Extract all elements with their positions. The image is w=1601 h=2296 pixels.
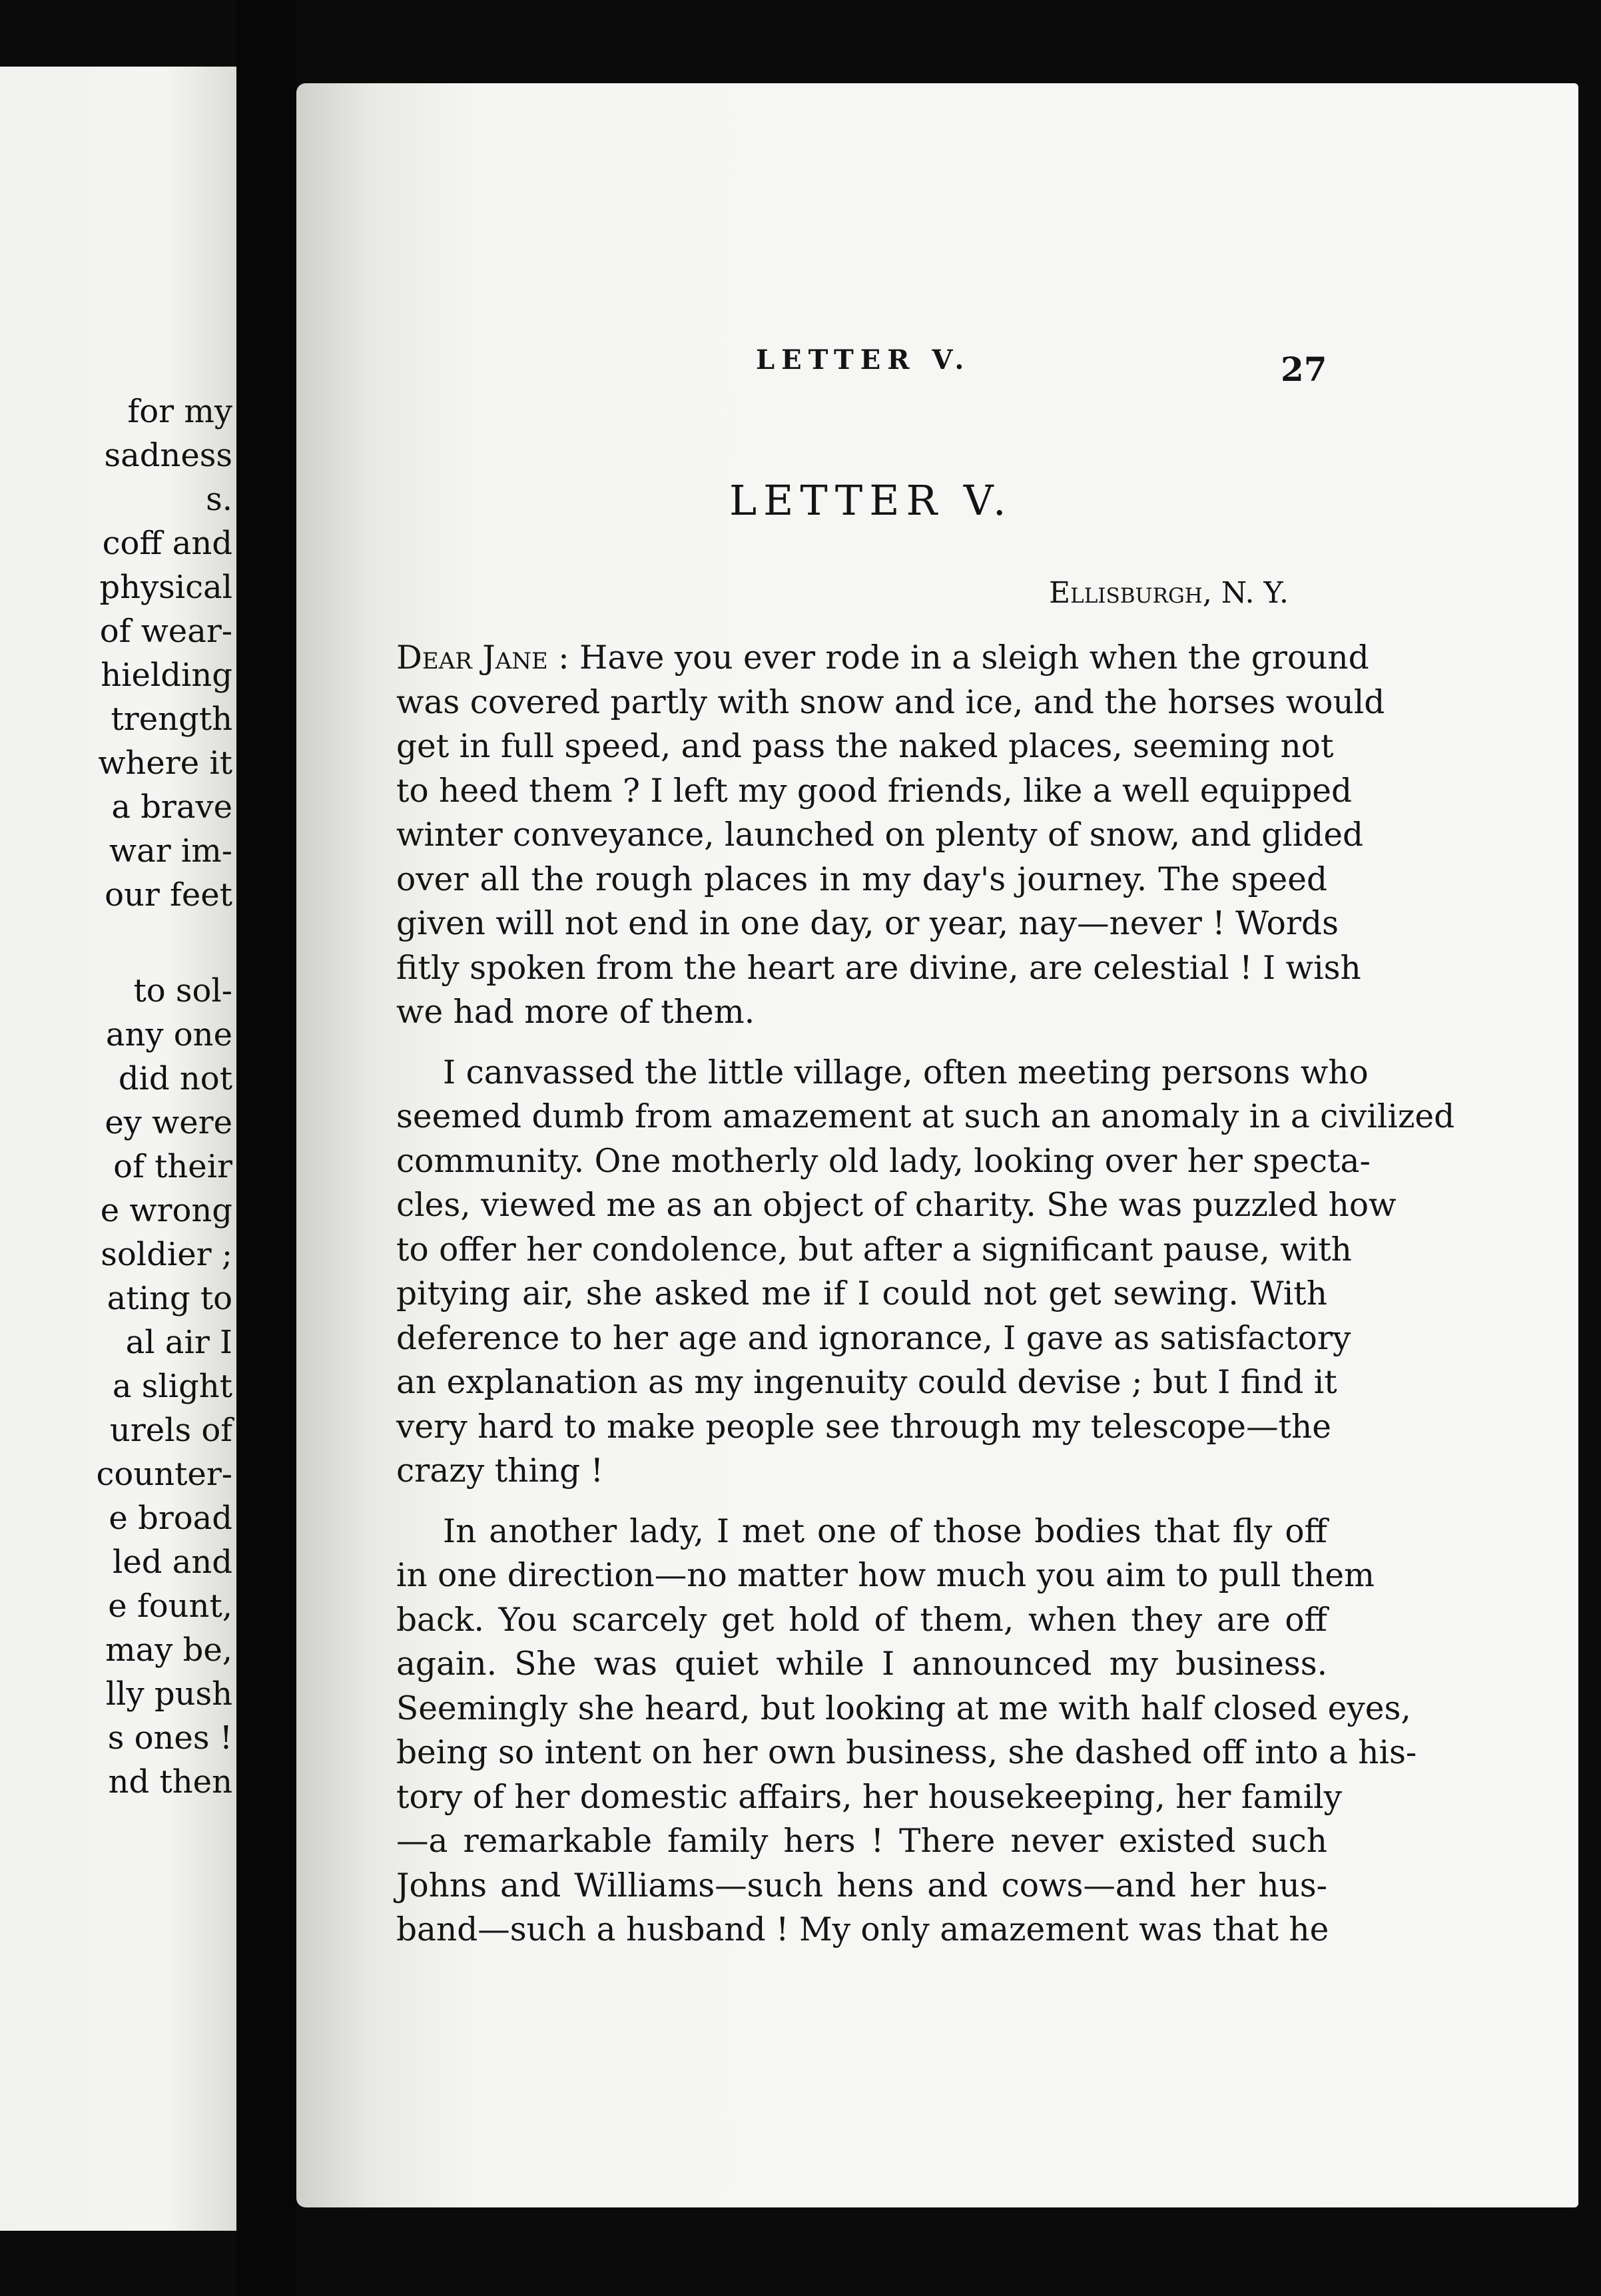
- text-line: given will not end in one day, or year, nay—never ! Words: [396, 905, 1339, 942]
- left-page-line: e broad: [109, 1500, 232, 1537]
- text-line: fitly spoken from the heart are divine, are celestial ! I wish: [396, 949, 1361, 987]
- left-page-line: s.: [206, 481, 232, 518]
- right-page: [296, 83, 1578, 2207]
- text-line: In another lady, I met one of those bodies that fly off: [443, 1512, 1327, 1550]
- left-page-line: e fount,: [108, 1587, 232, 1625]
- text-line: over all the rough places in my day's journey. The speed: [396, 860, 1327, 898]
- paragraph: [396, 1051, 1455, 1494]
- text-line: deference to her age and ignorance, I gave as satisfactory: [396, 1319, 1351, 1357]
- text-line: we had more of them.: [396, 994, 755, 1031]
- text-line: back. You scarcely get hold of them, when they are off: [396, 1601, 1327, 1639]
- left-page-line: soldier ;: [101, 1236, 232, 1273]
- left-page-line: any one: [105, 1016, 232, 1053]
- left-page-line: war im-: [109, 832, 232, 870]
- left-page-line: trength: [111, 701, 232, 738]
- text-line: to heed them ? I left my good friends, like a well equipped: [396, 772, 1353, 810]
- text-line: was covered partly with snow and ice, and the horses would: [396, 683, 1385, 721]
- running-head: LETTER V.: [756, 344, 971, 376]
- letter-body: [396, 636, 1455, 1952]
- text-line: [396, 636, 1369, 681]
- left-page-line: led and: [113, 1544, 232, 1581]
- left-page-line: for my: [127, 393, 232, 430]
- left-page-line: nd then: [108, 1763, 232, 1801]
- text-line: —a remarkable family hers ! There never existed such: [396, 1823, 1327, 1860]
- text-line: community. One motherly old lady, looking over her specta-: [396, 1142, 1371, 1180]
- left-page-line: physical: [99, 569, 232, 606]
- left-page-line: al air I: [125, 1324, 232, 1361]
- left-page-line: hielding: [101, 657, 232, 694]
- text-line: Johns and Williams—such hens and cows—and her hus-: [396, 1866, 1327, 1904]
- text-line: winter conveyance, launched on plenty of snow, and glided: [396, 816, 1364, 854]
- left-page-line: of their: [113, 1148, 232, 1185]
- text-line: crazy thing !: [396, 1452, 604, 1490]
- left-page-line: to sol-: [133, 972, 232, 1009]
- left-page-line: urels of: [109, 1412, 232, 1449]
- left-page-line: counter-: [96, 1456, 232, 1493]
- text-line: band—such a husband ! My only amazement was that he: [396, 1911, 1329, 1948]
- text-line: to offer her condolence, but after a significant pause, with: [396, 1231, 1352, 1269]
- text-line: Seemingly she heard, but looking at me with half closed eyes,: [396, 1689, 1411, 1727]
- left-page-line: e wrong: [100, 1192, 232, 1229]
- paragraph: [396, 1510, 1417, 1952]
- text-line: tory of her domestic affairs, her housekeeping, her family: [396, 1778, 1342, 1816]
- left-page-line: a slight: [112, 1368, 232, 1405]
- left-page-line: did not: [118, 1060, 232, 1097]
- text-line: seemed dumb from amazement at such an anomaly in a civilized: [396, 1098, 1455, 1135]
- left-page-line: ating to: [107, 1280, 232, 1317]
- left-page-line: coff and: [102, 525, 232, 562]
- text-line-content: Have you ever rode in a sleigh when the ground: [579, 639, 1369, 677]
- text-line: get in full speed, and pass the naked places, seeming not: [396, 728, 1334, 765]
- page-number: 27: [1281, 350, 1327, 389]
- left-page-line: our feet: [105, 876, 232, 914]
- text-line: pitying air, she asked me if I could not get sewing. With: [396, 1275, 1327, 1312]
- left-page-line: may be,: [105, 1631, 232, 1669]
- left-page-line: lly push: [105, 1675, 232, 1713]
- paragraph: [396, 636, 1385, 1035]
- left-page-line: ey were: [105, 1104, 232, 1141]
- book-gutter: [236, 0, 296, 2296]
- text-line: being so intent on her own business, she dashed off into a his-: [396, 1734, 1417, 1771]
- left-page-line: s ones !: [107, 1719, 232, 1757]
- left-page-line: of wear-: [99, 613, 232, 650]
- salutation: Dear Jane :: [396, 639, 569, 677]
- text-line: very hard to make people see through my telescope—the: [396, 1408, 1331, 1446]
- letter-place: Ellisburgh, N. Y.: [1049, 576, 1289, 610]
- text-line: again. She was quiet while I announced my business.: [396, 1645, 1327, 1683]
- text-line: in one direction—no matter how much you aim to pull them: [396, 1557, 1375, 1594]
- text-line: an explanation as my ingenuity could devise ; but I find it: [396, 1364, 1337, 1401]
- left-page-line: sadness: [104, 437, 232, 474]
- letter-title: LETTER V.: [729, 476, 1013, 525]
- left-page-line: where it: [98, 744, 232, 782]
- text-line: cles, viewed me as an object of charity. She was puzzled how: [396, 1187, 1397, 1224]
- left-page-line: a brave: [111, 788, 232, 826]
- left-page-fragment: [0, 67, 236, 2231]
- text-line: I canvassed the little village, often meeting persons who: [443, 1053, 1369, 1091]
